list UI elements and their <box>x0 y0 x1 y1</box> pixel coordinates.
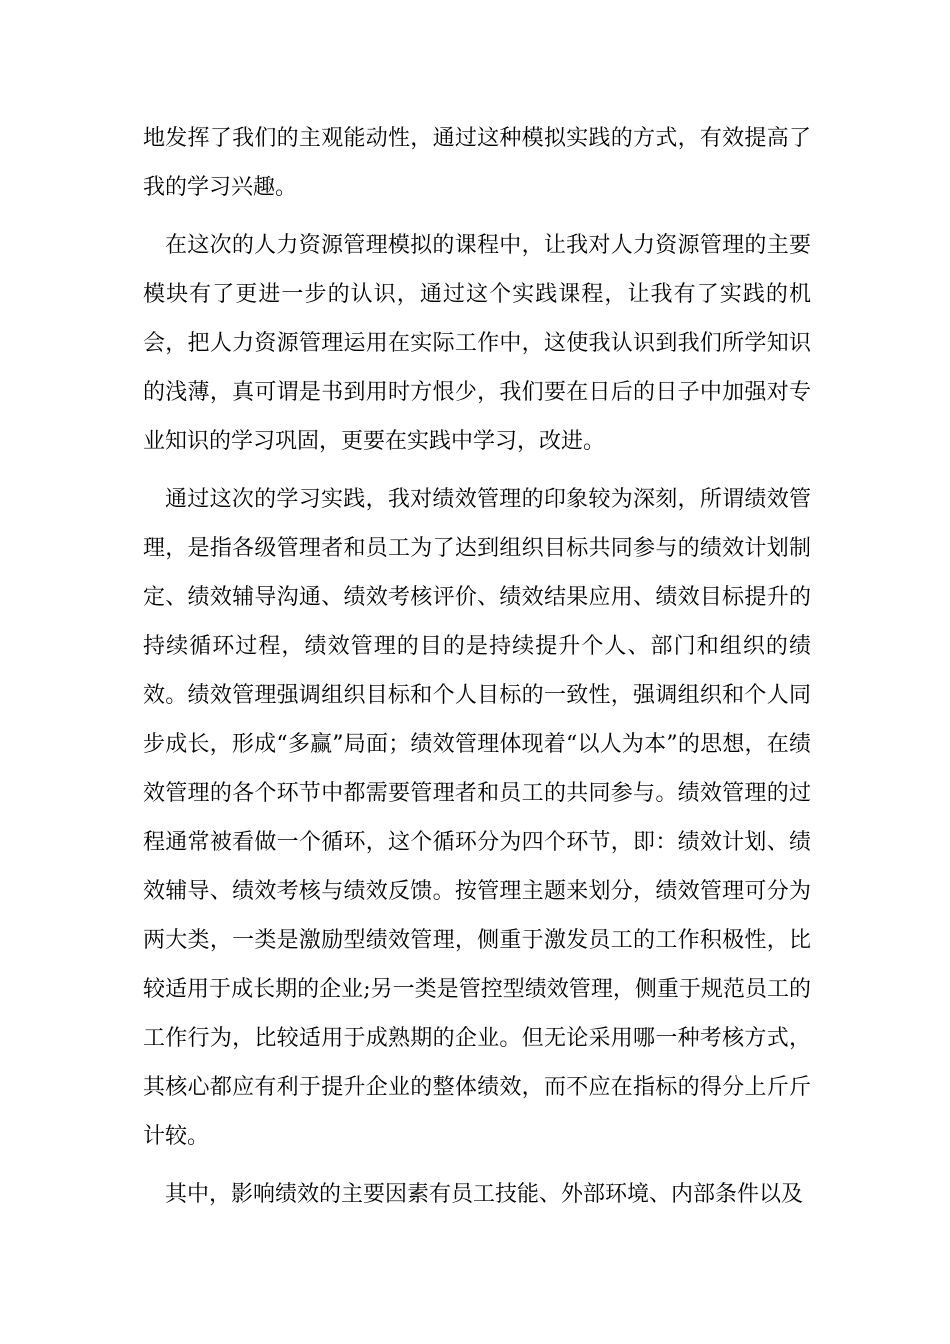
paragraph-2: 在这次的人力资源管理模拟的课程中，让我对人力资源管理的主要模块有了更进一步的认识，通过这个实践课程，让我有了实践的机会，把人力资源管理运用在实际工作中，这使我认识到我们所学知识的浅薄，真可谓是书到用时方恨少，我们要在日后的日子中加强对专业知识的学习巩固，更要在实践中学习，改进。 <box>143 233 811 454</box>
paragraph-3: 通过这次的学习实践，我对绩效管理的印象较为深刻，所谓绩效管理，是指各级管理者和员工为了达到组织目标共同参与的绩效计划制定、绩效辅导沟通、绩效考核评价、绩效结果应用、绩效目标提升的持续循环过程，绩效管理的目的是持续提升个人、部门和组织的绩效。绩效管理强调组织目标和个人目标的一致性，强调组织和个人同步成长，形成“多赢”局面；绩效管理体现着“以人为本”的思想，在绩效管理的各个环节中都需要管理者和员工的共同参与。绩效管理的过程通常被看做一个循环，这个循环分为四个环节，即：绩效计划、绩效辅导、绩效考核与绩效反馈。按管理主题来划分，绩效管理可分为两大类，一类是激励型绩效管理，侧重于激发员工的工作积极性，比较适用于成长期的企业;另一类是管控型绩效管理，侧重于规范员工的工作行为，比较适用于成熟期的企业。但无论采用哪一种考核方式，其核心都应有利于提升企业的整体绩效，而不应在指标的得分上斤斤计较。 <box>143 487 811 1149</box>
paragraph-1: 地发挥了我们的主观能动性，通过这种模拟实践的方式，有效提高了我的学习兴趣。 <box>143 126 811 200</box>
paragraph-4: 其中，影响绩效的主要因素有员工技能、外部环境、内部条件以及 <box>165 1182 804 1207</box>
document-body <box>143 114 811 1228</box>
